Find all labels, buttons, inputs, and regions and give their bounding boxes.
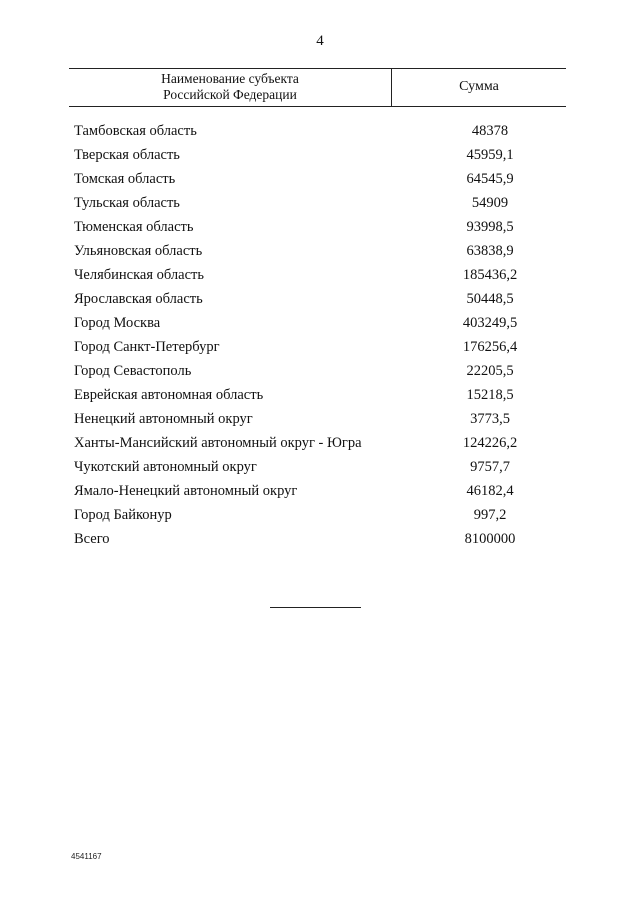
table-row (0, 169, 640, 193)
row-value: 185436,2 (462, 267, 518, 283)
table-row (0, 313, 640, 337)
row-name: Город Санкт-Петербург (74, 339, 220, 355)
row-value: 8100000 (464, 531, 516, 547)
table-row (0, 145, 640, 169)
header-sum-column: Сумма (459, 79, 499, 94)
row-value: 45959,1 (466, 147, 514, 163)
row-name: Ямало-Ненецкий автономный округ (74, 483, 298, 499)
row-name: Чукотский автономный округ (74, 459, 257, 475)
header-name-line2: Российской Федерации (163, 87, 297, 102)
row-value: 50448,5 (466, 291, 514, 307)
end-of-table-rule (270, 607, 361, 608)
row-name: Челябинская область (74, 267, 204, 283)
row-value: 46182,4 (466, 483, 514, 499)
row-value: 124226,2 (462, 435, 518, 451)
table-row (0, 361, 640, 385)
table-row (0, 433, 640, 457)
row-name: Еврейская автономная область (74, 387, 264, 403)
row-value: 997,2 (473, 507, 507, 523)
table-row (0, 457, 640, 481)
row-name: Ульяновская область (74, 243, 203, 259)
page-number: 4 (316, 33, 324, 49)
document-code: 4541167 (71, 852, 102, 861)
row-value: 48378 (471, 123, 509, 139)
table-row (0, 409, 640, 433)
table-row (0, 337, 640, 361)
table-body (0, 121, 640, 553)
table-header (69, 68, 566, 107)
row-name: Ярославская область (74, 291, 203, 307)
header-name-line1: Наименование субъекта (161, 71, 299, 86)
table-row (0, 505, 640, 529)
row-value: 3773,5 (470, 411, 510, 427)
row-value: 54909 (471, 195, 509, 211)
row-name: Тамбовская область (74, 123, 197, 139)
table-row (0, 121, 640, 145)
table-row (0, 385, 640, 409)
table-row (0, 481, 640, 505)
table-row (0, 217, 640, 241)
row-name: Город Байконур (74, 507, 172, 523)
row-name: Всего (74, 531, 110, 547)
row-value: 176256,4 (462, 339, 518, 355)
table-row (0, 241, 640, 265)
row-value: 22205,5 (466, 363, 514, 379)
row-name: Тверская область (74, 147, 180, 163)
row-value: 15218,5 (466, 387, 514, 403)
header-name-column (69, 71, 391, 103)
row-value: 64545,9 (466, 171, 514, 187)
row-value: 93998,5 (466, 219, 514, 235)
row-name: Томская область (74, 171, 176, 187)
table-row-total (0, 529, 640, 553)
row-value: 63838,9 (466, 243, 514, 259)
row-value: 9757,7 (470, 459, 510, 475)
row-name: Город Москва (74, 315, 161, 331)
table-row (0, 265, 640, 289)
row-name: Ханты-Мансийский автономный округ - Югра (74, 435, 362, 451)
table-row (0, 193, 640, 217)
row-name: Город Севастополь (74, 363, 192, 379)
row-value: 403249,5 (462, 315, 518, 331)
table-row (0, 289, 640, 313)
row-name: Тульская область (74, 195, 180, 211)
row-name: Тюменская область (74, 219, 194, 235)
row-name: Ненецкий автономный округ (74, 411, 253, 427)
